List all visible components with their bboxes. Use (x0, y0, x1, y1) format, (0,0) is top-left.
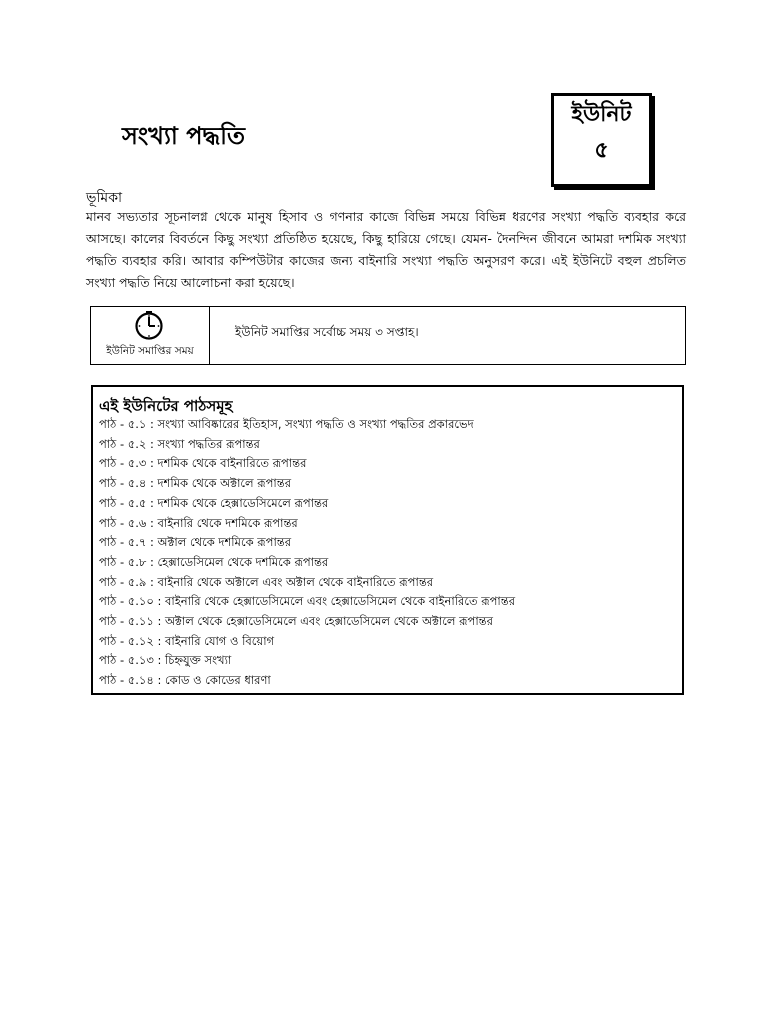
completion-time-caption: ইউনিট সমাপ্তির সময় (106, 345, 194, 357)
lesson-item: পাঠ - ৫.৮ : হেক্সাডেসিমেল থেকে দশমিকে রূপান্তর (99, 554, 329, 569)
lessons-heading: এই ইউনিটের পাঠসমূহ (99, 397, 233, 415)
lesson-item: পাঠ - ৫.২ : সংখ্যা পদ্ধতির রূপান্তর (99, 436, 260, 451)
lesson-item: পাঠ - ৫.১৩ : চিহ্নযুক্ত সংখ্যা (99, 653, 232, 668)
lesson-item: পাঠ - ৫.১ : সংখ্যা আবিষ্কারের ইতিহাস, সংখ্যা পদ্ধতি ও সংখ্যা পদ্ধতির প্রকারভেদ (99, 417, 474, 431)
completion-time-text: ইউনিট সমাপ্তির সর্বোচ্চ সময় ৩ সপ্তাহ। (235, 325, 419, 339)
lesson-item: পাঠ - ৫.১২ : বাইনারি যোগ ও বিয়োগ (99, 633, 275, 648)
intro-heading: ভূমিকা (86, 190, 123, 206)
lesson-item: পাঠ - ৫.৬ : বাইনারি থেকে দশমিকে রূপান্তর (99, 515, 298, 530)
lesson-item: পাঠ - ৫.৪ : দশমিক থেকে অক্টালে রূপান্তর (99, 476, 292, 491)
lesson-item: পাঠ - ৫.৭ : অক্টাল থেকে দশমিকে রূপান্তর (99, 535, 292, 550)
completion-time-label-cell (91, 307, 210, 364)
lesson-item: পাঠ - ৫.৩ : দশমিক থেকে বাইনারিতে রূপান্তর (99, 456, 307, 471)
page-title: সংখ্যা পদ্ধতি (122, 122, 245, 150)
lesson-item: পাঠ - ৫.১৪ : কোড ও কোডের ধারণা (99, 673, 271, 688)
lessons-list (99, 415, 515, 691)
unit-badge (551, 93, 652, 187)
unit-label: ইউনিট (571, 102, 632, 127)
lessons-box (91, 385, 684, 695)
unit-number: ৫ (594, 138, 609, 163)
intro-text: মানব সভ্যতার সূচনালগ্ন থেকে মানুষ হিসাব ও গণনার কাজে বিভিন্ন সময়ে বিভিন্ন ধরণের সংখ্যা পদ্ধতি ব্যবহার করে আসছে। কালের বিবর্তনে কিছু সংখ্যা প্রতিষ্ঠিত হয়েছে, কিছু হারিয়ে গেছে। যেমন- দৈনন্দিন জীবনে আমরা দশমিক সংখ্যা পদ্ধতি ব্যবহার করি। আবার কম্পিউটার কাজের জন্য বাইনারি সংখ্যা পদ্ধতি অনুসরণ করে। এই ইউনিটে বহুল প্রচলিত সংখ্যা পদ্ধতি নিয়ে আলোচনা করা হয়েছে। (86, 209, 686, 290)
lesson-item: পাঠ - ৫.৫ : দশমিক থেকে হেক্সাডেসিমেলে রূপান্তর (99, 495, 329, 510)
lesson-item: পাঠ - ৫.১০ : বাইনারি থেকে হেক্সাডেসিমেলে এবং হেক্সাডেসিমেল থেকে বাইনারিতে রূপান্তর (99, 594, 516, 609)
lesson-item: পাঠ - ৫.১১ : অক্টাল থেকে হেক্সাডেসিমেলে এবং হেক্সাডেসিমেল থেকে অক্টালে রূপান্তর (99, 614, 493, 629)
clock-icon (134, 310, 164, 340)
lesson-item: পাঠ - ৫.৯ : বাইনারি থেকে অক্টালে এবং অক্টাল থেকে বাইনারিতে রূপান্তর (99, 574, 434, 589)
